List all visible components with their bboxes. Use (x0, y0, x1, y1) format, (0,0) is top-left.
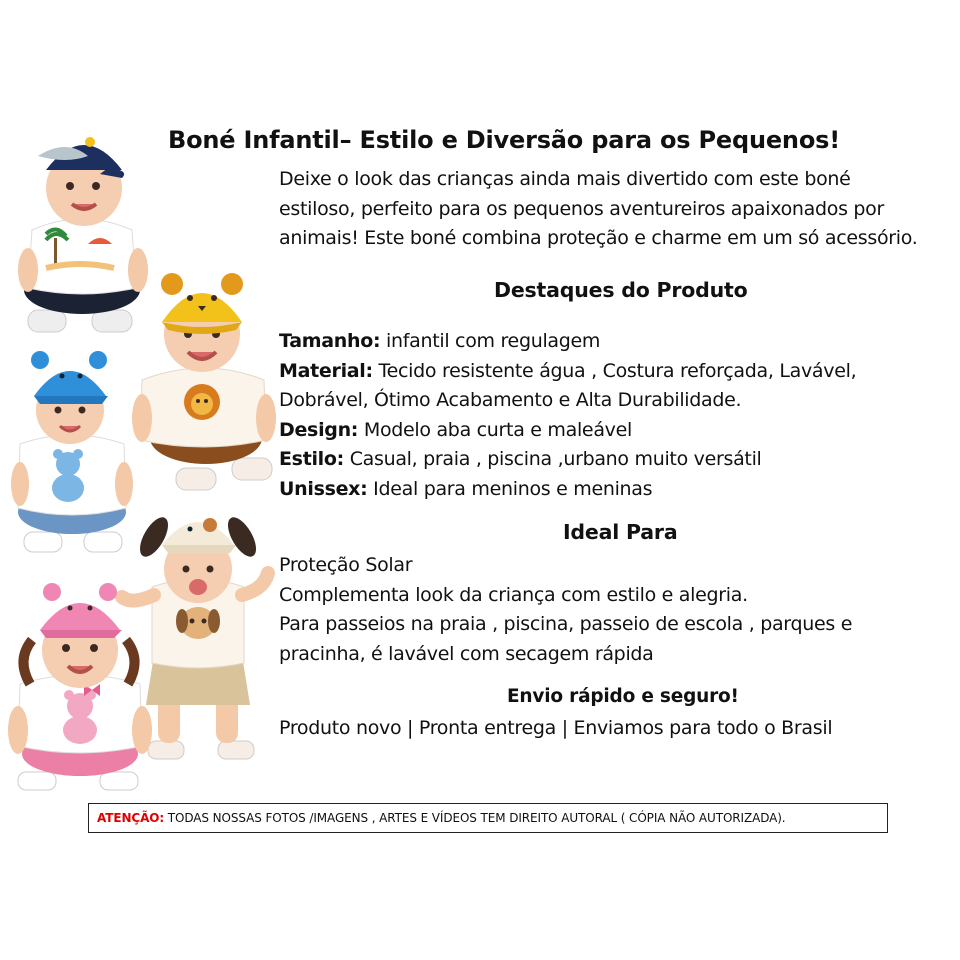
highlight-label: Unissex: (279, 477, 368, 500)
ideal-heading: Ideal Para (563, 520, 678, 544)
intro-line: estiloso, perfeito para os pequenos aventureiros apaixonados por (279, 197, 885, 220)
ideal-line: Proteção Solar (279, 554, 413, 576)
highlight-item (279, 357, 856, 387)
highlight-text: infantil com regulagem (380, 330, 601, 352)
highlight-text: Modelo aba curta e maleável (358, 418, 632, 441)
highlight-item (279, 475, 856, 505)
highlight-label: Tamanho: (279, 330, 381, 352)
intro-line: animais! Este boné combina proteção e charme em um só acessório. (279, 227, 918, 249)
highlight-item (279, 445, 856, 475)
baby-yellow-lion-cap-image (132, 268, 277, 498)
highlight-label: Design: (279, 418, 359, 441)
notice-text: TODAS NOSSAS FOTOS /IMAGENS , ARTES E VÍDEOS TEM DIREITO AUTORAL ( CÓPIA NÃO AUTORIZADA). (164, 811, 786, 825)
highlight-text: Dobrável, Ótimo Acabamento e Alta Durabilidade. (279, 389, 742, 411)
highlight-text: Casual, praia , piscina ,urbano muito versátil (343, 448, 762, 470)
notice-label: ATENÇÃO: (97, 811, 165, 825)
shipping-line: Produto novo | Pronta entrega | Enviamos para todo o Brasil (279, 717, 833, 739)
ideal-list (279, 551, 852, 669)
highlight-item (279, 416, 856, 446)
highlight-text: Tecido resistente água , Costura reforçada, Lavável, (372, 359, 857, 382)
highlights-list (279, 327, 856, 504)
highlight-text: Ideal para meninos e meninas (367, 477, 653, 500)
highlights-heading: Destaques do Produto (494, 278, 748, 302)
intro-paragraph (279, 165, 918, 254)
highlight-label: Estilo: (279, 448, 344, 470)
ideal-line: Complementa look da criança com estilo e alegria. (279, 583, 748, 606)
copyright-notice (88, 803, 888, 833)
ideal-line: pracinha, é lavável com secagem rápida (279, 642, 654, 665)
product-title: Boné Infantil– Estilo e Diversão para os Pequenos! (168, 126, 840, 154)
intro-line: Deixe o look das crianças ainda mais divertido com este boné (279, 168, 851, 190)
shipping-heading: Envio rápido e seguro! (507, 686, 739, 707)
highlight-item (279, 386, 856, 416)
baby-pink-bear-cap-image (8, 580, 153, 795)
highlight-item (279, 327, 856, 357)
ideal-line: Para passeios na praia , piscina, passeio de escola , parques e (279, 613, 853, 635)
highlight-label: Material: (279, 359, 373, 382)
